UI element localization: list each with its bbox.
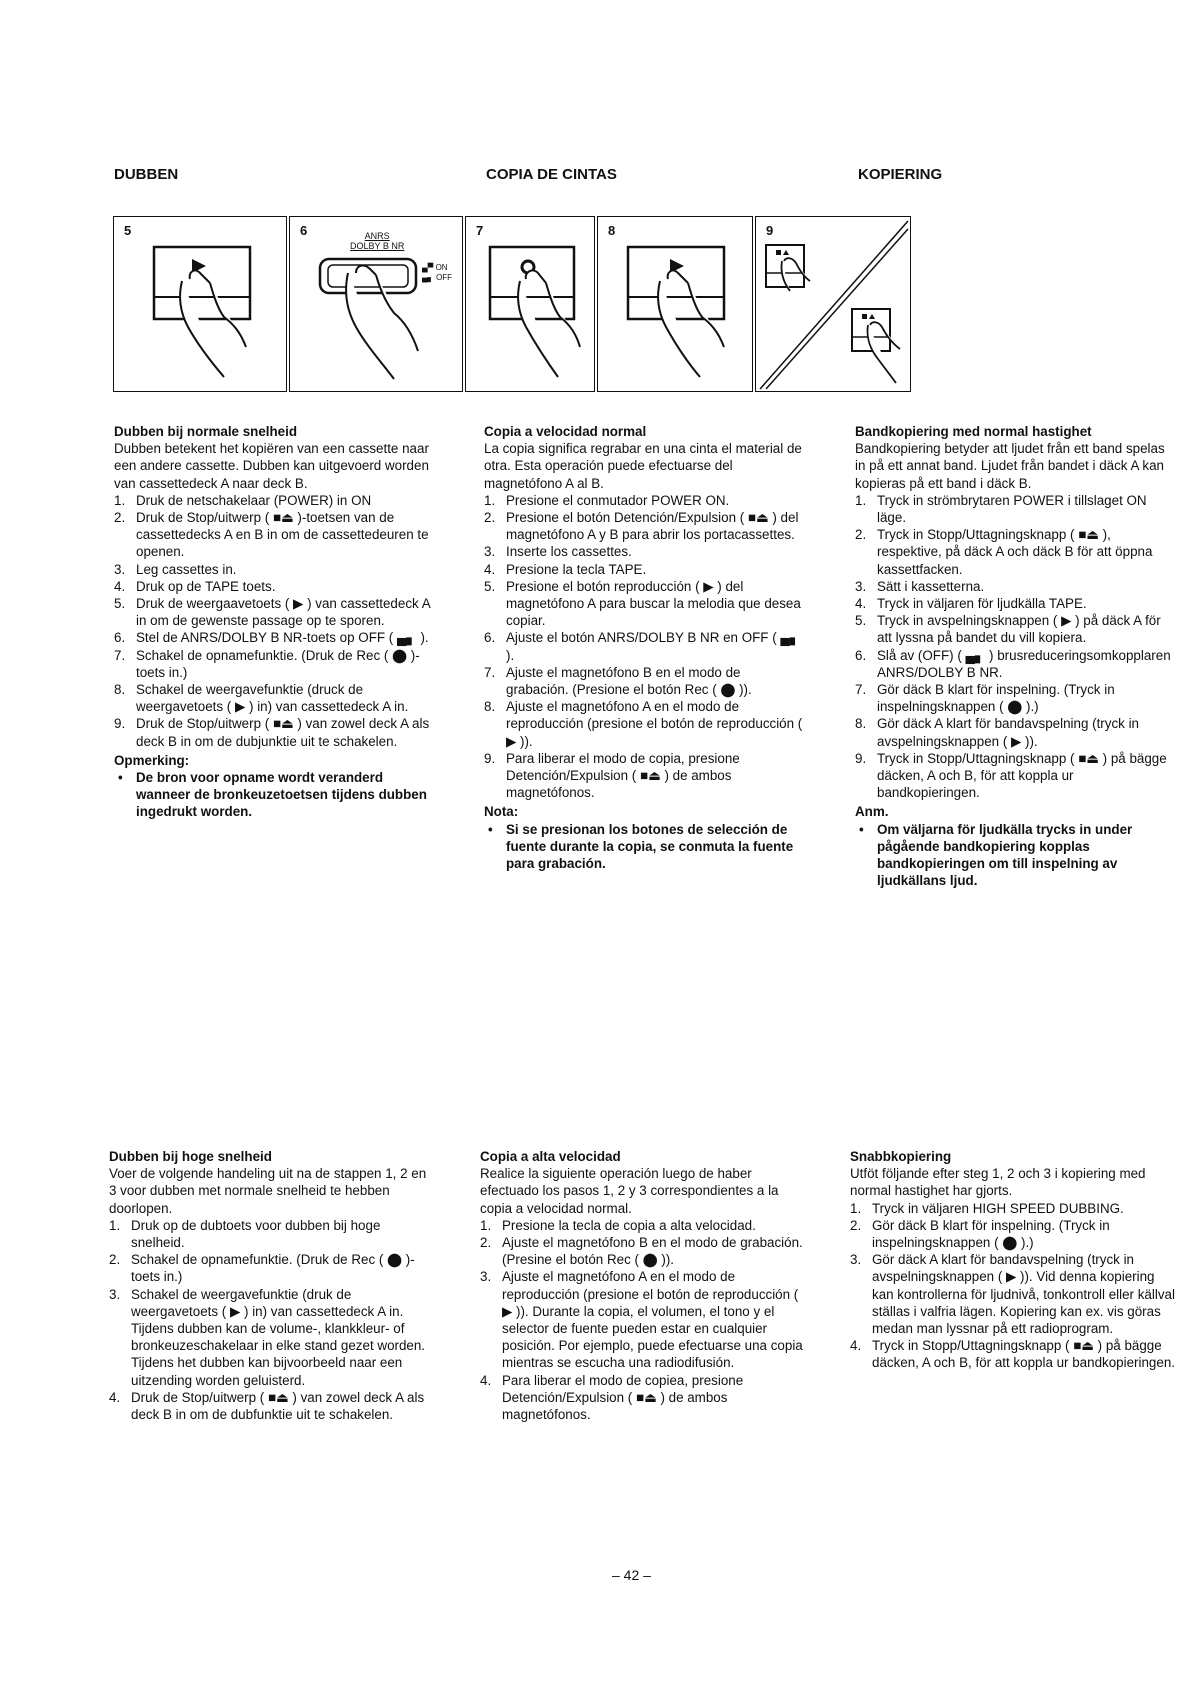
play-button-illustration: [114, 217, 288, 393]
note-title: Opmerking:: [114, 752, 190, 768]
step-item: 6. Slå av (OFF) ( ▄▖ ) brusreduceringsomkopplaren ANRS/DOLBY B NR.: [855, 647, 1171, 680]
header-dutch: DUBBEN: [114, 166, 179, 183]
panel-step-8: [597, 216, 753, 392]
step-item: 3. Schakel de weergavefunktie (druk de weergavetoets ( ▶ ) in) van cassettedeck A in. Tijdens dubben kan de volume-, klankkleur- of bronkeuzeschakelaar in elke stand gezet worden. Tijdens het dubben kan bijvoorbeeld naar een uitzending worden geluisterd.: [109, 1286, 426, 1388]
step-item: 6. Ajuste el botón ANRS/DOLBY B NR en OFF ( ▄▖ ).: [484, 630, 801, 663]
step-item: 7. Gör däck B klart för inspelning. (Tryck in inspelningsknappen ( ⬤ ).): [855, 682, 1115, 715]
illustration-strip: [113, 216, 1188, 394]
dolby-label: DOLBY B NR: [350, 241, 405, 251]
finger-icon: [346, 266, 418, 379]
es-normal-section: [484, 423, 804, 872]
section-intro: Utföt följande efter steg 1, 2 och 3 i kopiering med normal hastighet har gjorts.: [850, 1166, 1146, 1199]
section-title: Copia a alta velocidad: [480, 1149, 621, 1164]
nl-high-section: [109, 1148, 431, 1423]
eject-icon: [783, 250, 789, 255]
page-number: – 42 –: [612, 1567, 651, 1583]
step-item: 4. Tryck in väljaren för ljudkälla TAPE.: [855, 596, 1087, 612]
steps-list: [109, 1217, 431, 1423]
step-item: 9. Druk de Stop/uitwerp ( ■⏏ ) van zowel deck A als deck B in om de dubjunktie uit te schakelen.: [114, 716, 430, 749]
finger-icon: [180, 271, 246, 377]
panel-step-7: [465, 216, 595, 392]
step-item: 1. Druk op de dubtoets voor dubben bij hoge snelheid.: [109, 1217, 381, 1251]
step-item: 3. Gör däck A klart för bandavspelning (tryck in avspelningsknappen ( ▶ )). Vid denna kopiering kan kontrollerna för ljudnivå, tonkontroll eller källval ställas i valfria lägen. Kopiering kan ex. vis göras medan man lyssnar på ett radioprogram.: [850, 1252, 1175, 1337]
steps-list: [855, 492, 1177, 802]
step-item: 3. Ajuste el magnetófono A en el modo de reproducción (presione el botón de reproducción ( ▶ )). Durante la copia, el volumen, el tono y el selector de fuente pueden estar en cualquier posición. Por ejemplo, puede efectuarse una copia mientras se escucha una radiodifusión.: [480, 1269, 803, 1371]
steps-list: [850, 1200, 1176, 1372]
step-item: 2. Presione el botón Detención/Expulsion ( ■⏏ ) del magnetófono A y B para abrir los portacassettes.: [484, 510, 799, 543]
step-item: 6. Stel de ANRS/DOLBY B NR-toets op OFF ( ▄▖ ).: [114, 630, 429, 646]
sv-normal-section: [855, 423, 1177, 889]
dolby-switch-illustration: [290, 217, 464, 393]
step-item: 3. Inserte los cassettes.: [484, 544, 632, 560]
panel-number: 9: [766, 223, 774, 238]
header-swedish: KOPIERING: [858, 166, 943, 183]
es-high-section: [480, 1148, 804, 1423]
section-intro: Bandkopiering betyder att ljudet från ett band spelas in på ett annat band. Ljudet från bandet i däck A kan kopieras på ett band i däck B.: [855, 441, 1165, 491]
step-item: 2. Druk de Stop/uitwerp ( ■⏏ )-toetsen van de cassettedecks A en B in om de cassettedeuren te openen.: [114, 510, 429, 560]
step-item: 1. Presione el conmutador POWER ON.: [484, 492, 730, 508]
section-title: Dubben bij hoge snelheid: [109, 1149, 272, 1164]
section-intro: La copia significa regrabar en una cinta el material de otra. Esta operación puede efectuarse del magnetófono A al B.: [484, 441, 802, 491]
section-intro: Voer de volgende handeling uit na de stappen 1, 2 en 3 voor dubben met normale snelheid te hebben doorlopen.: [109, 1166, 427, 1216]
section-intro: Dubben betekent het kopiëren van een cassette naar een andere cassette. Dubben kan uitgevoerd worden van cassettedeck A naar deck B.: [114, 441, 429, 491]
section-intro: Realice la siguiente operación luego de haber efectuado los pasos 1, 2 y 3 correspondientes a la copia a velocidad normal.: [480, 1166, 779, 1216]
step-item: 4. Para liberar el modo de copiea, presione Detención/Expulsion ( ■⏏ ) de ambos magnetófonos.: [480, 1372, 744, 1423]
step-item: 1. Tryck in väljaren HIGH SPEED DUBBING.: [850, 1200, 1124, 1216]
step-item: 2. Schakel de opnamefunktie. (Druk de Rec ( ⬤ )-toets in.): [109, 1252, 415, 1285]
section-title: Copia a velocidad normal: [484, 424, 647, 439]
section-title: Bandkopiering med normal hastighet: [855, 424, 1092, 439]
step-item: 7. Ajuste el magnetófono B en el modo de grabación. (Presione el botón Rec ( ⬤ )).: [484, 664, 752, 698]
step-item: 5. Druk de weergaavetoets ( ▶ ) van cassettedeck A in om de gewenste passage op te sporen.: [114, 596, 430, 629]
off-label: OFF: [436, 273, 453, 282]
panel-number: 8: [608, 223, 616, 238]
step-item: 2. Ajuste el magnetófono B en el modo de grabación. (Presine el botón Rec ( ⬤ )).: [480, 1235, 803, 1268]
finger-icon: [518, 271, 580, 377]
panel-number: 5: [124, 223, 132, 238]
header-spanish: COPIA DE CINTAS: [486, 166, 617, 183]
anrs-label: ANRS: [364, 231, 390, 241]
note-title: Nota:: [484, 804, 519, 820]
panel-number: 7: [476, 223, 484, 238]
panel-step-6: [289, 216, 463, 392]
step-item: 8. Gör däck A klart för bandavspelning (tryck in avspelningsknappen ( ▶ )).: [855, 716, 1139, 749]
step-item: 4. Tryck in Stopp/Uttagningsknapp ( ■⏏ ) på bägge däcken, A och B, för att koppla ur bandkopieringen.: [850, 1338, 1175, 1371]
eject-icon: [869, 314, 875, 319]
step-item: 5. Presione el botón reproducción ( ▶ ) del magnetófono A para buscar la melodia que desea copiar.: [484, 578, 801, 629]
note-text: • Si se presionan los botones de selección de fuente durante la copia, se conmuta la fuente para grabación.: [488, 821, 794, 872]
note-text: • Om väljarna för ljudkälla trycks in under pågående bandkopiering kopplas bandkopieringen om till inspelning av ljudkällans ljud.: [859, 821, 1133, 889]
switch-state-labels: ▄▀ ON ▄▖ OFF: [422, 263, 453, 282]
steps-list: [484, 492, 804, 802]
step-item: 8. Schakel de weergavefunktie (druck de weergavetoets ( ▶ ) in) van cassettedeck A in.: [114, 682, 409, 715]
step-item: 3. Leg cassettes in.: [114, 561, 237, 577]
steps-list: [480, 1217, 804, 1423]
play-button-illustration: [598, 217, 754, 393]
step-item: 9. Tryck in Stopp/Uttagningsknapp ( ■⏏ ) på bägge däcken, A och B, för att koppla ur bandkopieringen.: [855, 750, 1167, 801]
step-item: 3. Sätt i kassetterna.: [855, 578, 985, 594]
stop-icon: [862, 314, 867, 319]
step-item: 1. Tryck in strömbrytaren POWER i tillslaget ON läge.: [855, 492, 1147, 526]
step-item: 1. Presione la tecla de copia a alta velocidad.: [480, 1217, 756, 1233]
panel-step-9: [755, 216, 911, 392]
note-title: Anm.: [855, 804, 889, 820]
steps-list: [114, 492, 432, 750]
nl-normal-section: [114, 423, 432, 821]
section-title: Dubben bij normale snelheid: [114, 424, 298, 439]
step-item: 5. Tryck in avspelningsknappen ( ▶ ) på däck A för att lyssna på bandet du vill kopiera.: [855, 613, 1161, 646]
record-button-illustration: [466, 217, 596, 393]
step-item: 2. Tryck in Stopp/Uttagningsknapp ( ■⏏ ), respektive, på däck A och däck B för att öppna kassettfacken.: [855, 527, 1153, 577]
on-label: ON: [435, 263, 448, 272]
step-item: 1. Druk de netschakelaar (POWER) in ON: [114, 492, 372, 508]
section-title: Snabbkopiering: [850, 1149, 952, 1164]
step-item: 2. Gör däck B klart för inspelning. (Tryck in inspelningsknappen ( ⬤ ).): [850, 1217, 1110, 1251]
finger-icon: [658, 271, 724, 377]
step-item: 8. Ajuste el magnetófono A en el modo de reproducción (presione el botón de reproducción ( ▶ )).: [484, 699, 803, 749]
panel-step-5: [113, 216, 287, 392]
step-item: 9. Para liberar el modo de copia, presione Detención/Expulsion ( ■⏏ ) de ambos magnetófonos.: [484, 750, 740, 801]
step-item: 4. Presione la tecla TAPE.: [484, 561, 647, 577]
step-item: 7. Schakel de opnamefunktie. (Druk de Rec ( ⬤ )-toets in.): [114, 647, 420, 680]
step-item: 4. Druk de Stop/uitwerp ( ■⏏ ) van zowel deck A als deck B in om de dubfunktie uit te schakelen.: [109, 1389, 425, 1423]
panel-number: 6: [300, 223, 308, 238]
stop-eject-illustration: [756, 217, 912, 393]
note-text: • De bron voor opname wordt veranderd wanneer de bronkeuzetoetsen tijdens dubben ingedrukt worden.: [118, 770, 427, 820]
step-item: 4. Druk op de TAPE toets.: [114, 578, 276, 594]
sv-high-section: [850, 1148, 1176, 1372]
stop-icon: [776, 250, 781, 255]
finger-icon: [867, 322, 900, 383]
